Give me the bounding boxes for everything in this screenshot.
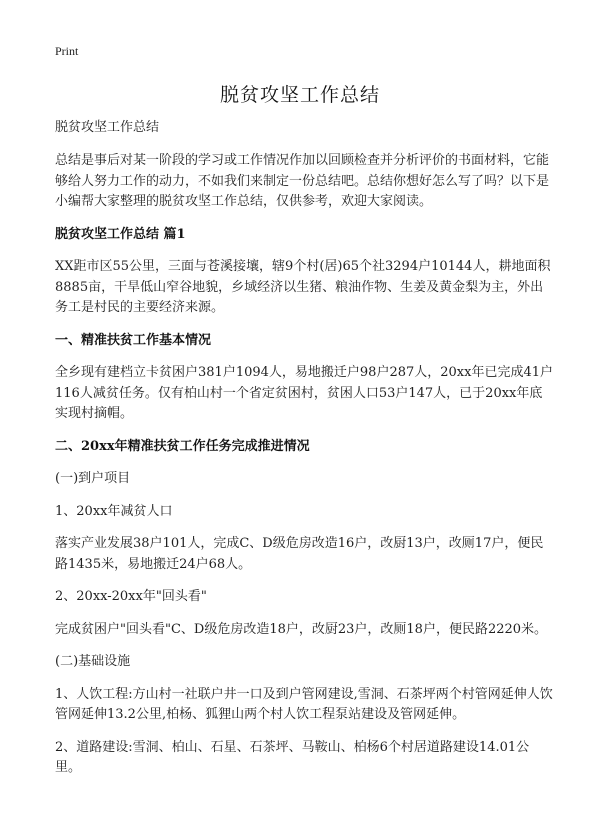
overview-paragraph: XX距市区55公里，三面与苍溪接壤，辖9个村(居)65个社3294户10144人，耕地面积8885亩，干旱低山窄谷地貌，乡域经济以生猪、粮油作物、生姜及黄金梨为主，外出务工是村民的主要经济来源。 — [55, 259, 551, 315]
item-road-construction: 2、道路建设:雪洞、柏山、石星、石茶坪、马鞍山、柏杨6个村居道路建设14.01公里。 — [55, 739, 530, 775]
subsection-household-projects: (一)到户项目 — [55, 471, 131, 486]
section-heading-part1: 脱贫攻坚工作总结 篇1 — [55, 226, 186, 242]
section-heading-basic-situation: 一、精准扶贫工作基本情况 — [55, 332, 212, 348]
document-title: 脱贫攻坚工作总结 — [219, 84, 380, 106]
intro-subtitle: 脱贫攻坚工作总结 — [55, 120, 160, 135]
print-label: Print — [55, 44, 79, 58]
basic-situation-paragraph: 全乡现有建档立卡贫困户381户1094人，易地搬迁户98户287人，20xx年已完成41户116人减贫任务。仅有柏山村一个省定贫困村，贫困人口53户147人，已于20xx年底实现村摘帽。 — [55, 365, 553, 421]
section-heading-progress: 二、20xx年精准扶贫工作任务完成推进情况 — [55, 438, 310, 454]
item-poverty-reduction: 1、20xx年减贫人口 — [55, 503, 173, 519]
item-water-project: 1、人饮工程:方山村一社联户井一口及到户管网建设,雪洞、石茶坪两个村管网延伸人饮管网延伸13.2公里,柏杨、狐狸山两个村人饮工程泵站建设及管网延伸。 — [55, 686, 553, 722]
intro-paragraph: 总结是事后对某一阶段的学习或工作情况作加以回顾检查并分析评价的书面材料，它能够给人努力工作的动力，不如我们来制定一份总结吧。总结你想好怎么写了吗？以下是小编帮大家整理的脱贫攻坚工作总结，仅供参考，欢迎大家阅读。 — [55, 153, 550, 209]
poverty-reduction-paragraph: 落实产业发展38户101人，完成C、D级危房改造16户，改厨13户，改厕17户，便民路1435米，易地搬迁24户68人。 — [55, 536, 544, 572]
look-back-paragraph: 完成贫困户"回头看"C、D级危房改造18户，改厨23户，改厕18户，便民路2220米。 — [55, 621, 548, 637]
document-body — [55, 118, 555, 791]
subsection-infrastructure: (二)基础设施 — [55, 654, 131, 669]
item-look-back: 2、20xx-20xx年"回头看" — [55, 589, 207, 604]
